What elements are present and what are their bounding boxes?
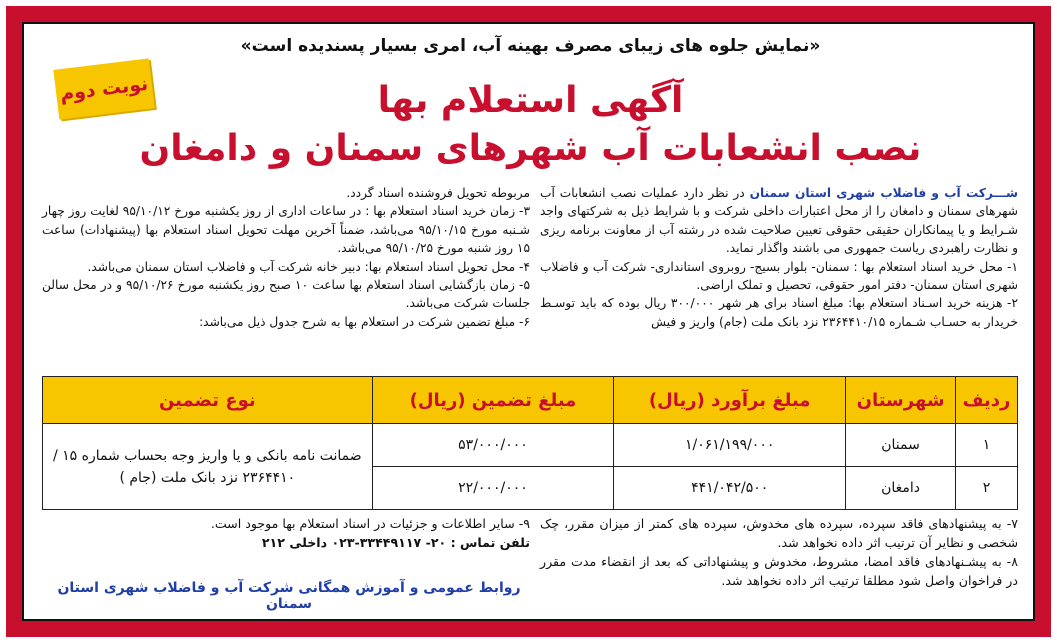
row-city: دامغان: [846, 467, 956, 510]
row-city: سمنان: [846, 424, 956, 467]
row-guarantee: ۵۳/۰۰۰/۰۰۰: [372, 424, 614, 467]
item-7: ۷- به پیشنهادهای فاقد سپرده، سپرده های مخدوش، سپرده های کمتر از میزان مقرر، چک شخصی و نظایر آن ترتیب اثر داده نخواهد شد.: [540, 516, 1018, 550]
item-6: ۶- مبلغ تضمین شرکت در استعلام بها به شرح جدول ذیل می‌باشد:: [199, 314, 530, 329]
header-guarantee-type: نوع تضمین: [43, 377, 373, 424]
row-estimate: ۴۴۱/۰۴۲/۵۰۰: [614, 467, 846, 510]
right-column: [540, 184, 1018, 331]
row-num: ۲: [956, 467, 1018, 510]
item-2-continued: مربوطه تحویل فروشنده اسناد گردد.: [346, 186, 530, 200]
table-row: [43, 424, 1018, 467]
second-round-badge: نوبت دوم: [53, 58, 154, 119]
public-relations-signature: روابط عمومی و آموزش همگانی شرکت آب و فاضلاب شهری استان سمنان: [57, 580, 521, 612]
header-estimate: مبلغ برآورد (ریال): [614, 377, 846, 424]
footer-left: [42, 514, 530, 552]
left-column: [42, 184, 530, 331]
table-header-row: [43, 377, 1018, 424]
intro-paragraph: شـــرکت آب و فاضلاب شهری استان سمنان در نظر دارد عملیات نصب انشعابات آب شهرهای سمنان و دامغان را از محل اعتبارات داخلی شرکت و با شرایط ذیل به شرکتهای واجد شـرایط و یا پیمانکاران حقیقی حقوقی تعیین صلاحیت شده در رشته آب از معاونت برنامه ریزی و نظارت راهبردی ریاست جمهوری می باشند واگذار نماید.: [540, 186, 1018, 256]
notice-panel: [22, 22, 1035, 621]
company-name: شـــرکت آب و فاضلاب شهری استان سمنان: [749, 186, 1018, 200]
notice-subtitle: نصب انشعابات آب شهرهای سمنان و دامغان: [139, 128, 922, 169]
red-frame: [6, 6, 1051, 637]
row-guarantee: ۲۲/۰۰۰/۰۰۰: [372, 467, 614, 510]
item-4: ۴- محل تحویل اسناد استعلام بها: دبیر خانه شرکت آب و فاضلاب استان سمنان می‌باشد.: [87, 259, 530, 274]
footer-right: [540, 514, 1018, 590]
item-9: ۹- سایر اطلاعات و جزئیات در اسناد استعلام بها موجود است.: [210, 516, 530, 531]
contact-phone: تلفن تماس : ۲۰- ۳۳۴۴۹۱۱۷-۰۲۳ داخلی ۲۱۲: [261, 535, 530, 550]
slogan: «نمایش جلوه های زیبای مصرف بهینه آب، امری بسیار پسندیده است»: [240, 36, 821, 56]
item-5: ۵- زمان بازگشایی اسناد استعلام بها ساعت ۱۰ صبح روز یکشنبه مورخ ۹۵/۱۰/۲۶ و در محل سالن جلسات شرکت می‌باشد.: [42, 278, 530, 311]
guarantee-table: [42, 376, 1018, 510]
item-2: ۲- هزینه خرید اسـناد استعلام بها: مبلغ اسناد برای هر شهر ۳۰۰/۰۰۰ ریال بوده که باید توسـط خریدار به حسـاب شـماره ۲۳۶۴۴۱۰/۱۵ نزد بانک ملت (جام) واریز و فیش: [540, 296, 1018, 329]
header-city: شهرستان: [846, 377, 956, 424]
guarantee-type-cell: ضمانت نامه بانکی و یا واریز وجه بحساب شماره ۱۵ /۲۳۶۴۴۱۰ نزد بانک ملت (جام ): [43, 424, 373, 510]
item-8: ۸- به پیشـنهادهای فاقد امضا، مشروط، مخدوش و پیشنهاداتی که بعد از انقضاء مدت مقرر در فراخوان واصل شود مطلقا ترتیب اثر داده نخواهد شد.: [540, 554, 1018, 588]
header-guarantee: مبلغ تضمین (ریال): [372, 377, 614, 424]
header-row-num: ردیف: [956, 377, 1018, 424]
item-3: ۳- زمان خرید اسناد استعلام بها : در ساعات اداری از روز یکشنبه مورخ ۹۵/۱۰/۱۲ لغایت روز چهار شـنبه مورخ ۹۵/۱۰/۱۵ می‌باشد، ضمناً آخرین مهلت تحویل اسناد استعلام بها (پیشنهادات) ساعت ۱۵ روز شنبه مورخ ۹۵/۱۰/۲۵ می‌باشد.: [42, 204, 530, 256]
row-num: ۱: [956, 424, 1018, 467]
item-1: ۱- محل خرید اسناد استعلام بها : سمنان- بلوار بسیج- روبروی استانداری- شرکت آب و فاضلاب شهری استان سمنان- دفتر امور حقوقی، تحصیل و تملک اراضی.: [540, 259, 1018, 293]
notice-title: آگهی استعلام بها: [377, 80, 684, 121]
row-estimate: ۱/۰۶۱/۱۹۹/۰۰۰: [614, 424, 846, 467]
